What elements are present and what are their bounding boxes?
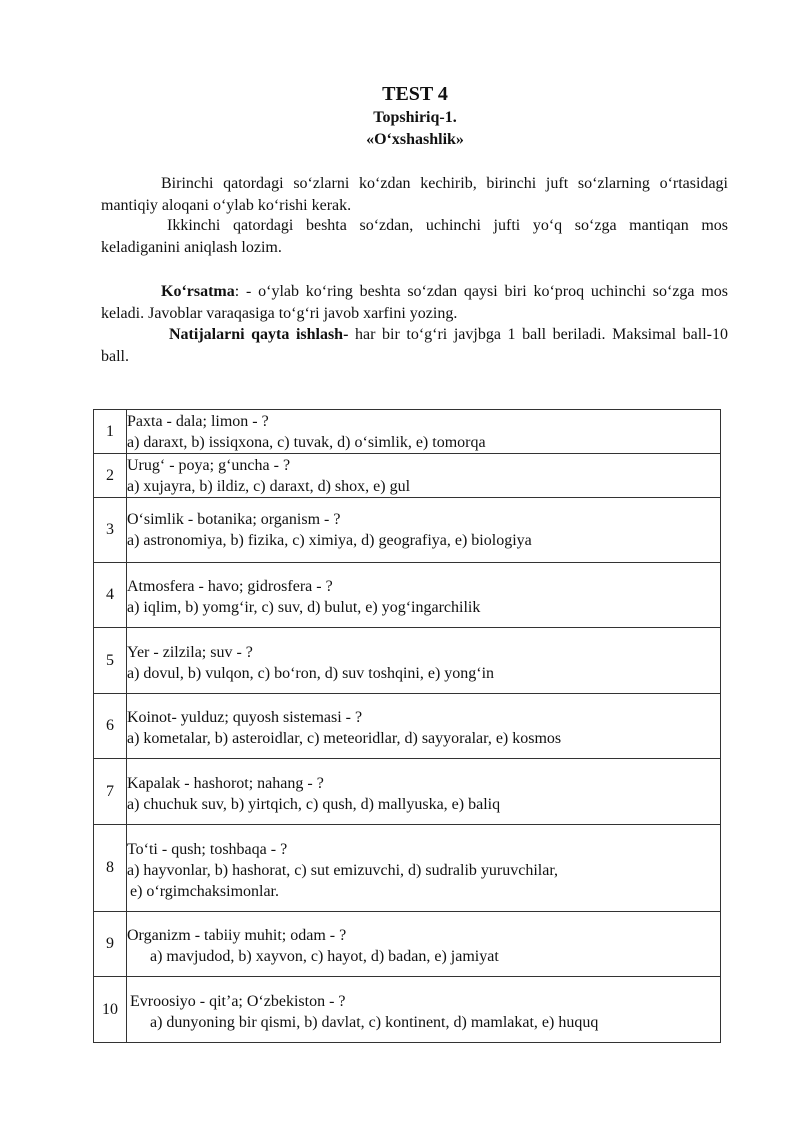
question-number: 4 xyxy=(94,563,127,628)
question-prompt: Atmosfera - havo; gidrosfera - ? xyxy=(127,578,333,595)
question-cell xyxy=(127,498,721,563)
question-number: 8 xyxy=(94,825,127,912)
question-row xyxy=(94,694,721,759)
question-options: a) astronomiya, b) fizika, c) ximiya, d) geografiya, e) biologiya xyxy=(127,532,532,549)
question-prompt: Koinot- yulduz; quyosh sistemasi - ? xyxy=(127,709,363,726)
question-cell xyxy=(127,759,721,825)
question-cell xyxy=(127,694,721,759)
question-row xyxy=(94,498,721,563)
question-prompt: O‘simlik - botanika; organism - ? xyxy=(127,511,341,528)
scoring-paragraph xyxy=(101,324,728,368)
question-row xyxy=(94,563,721,628)
question-options: a) daraxt, b) issiqxona, c) tuvak, d) o‘simlik, e) tomorqa xyxy=(127,433,486,451)
question-options: a) mavjudod, b) xayvon, c) hayot, d) badan, e) jamiyat xyxy=(150,948,499,965)
question-options: a) kometalar, b) asteroidlar, c) meteoridlar, d) sayyoralar, e) kosmos xyxy=(127,730,562,747)
task-number: Topshiriq-1. xyxy=(373,109,457,126)
question-number: 3 xyxy=(94,498,127,563)
question-row xyxy=(94,628,721,694)
question-number: 1 xyxy=(94,410,127,454)
question-options-continued: e) o‘rgimchaksimonlar. xyxy=(130,882,279,900)
test-title: TEST 4 xyxy=(382,83,448,105)
question-options: a) hayvonlar, b) hashorat, c) sut emizuvchi, d) sudralib yuruvchilar, xyxy=(127,861,559,879)
question-cell xyxy=(127,977,721,1043)
question-row xyxy=(94,454,721,498)
question-prompt: To‘ti - qush; toshbaqa - ? xyxy=(127,840,288,858)
instruction-paragraph-1: Birinchi qatordagi so‘zlarni ko‘zdan kechirib, birinchi juft so‘zlarning o‘rtasidagi mantiqiy aloqani o‘ylab ko‘rishi kerak. xyxy=(101,175,728,214)
task-topic: «O‘xshashlik» xyxy=(366,131,464,148)
hint-paragraph xyxy=(101,281,728,325)
question-number: 5 xyxy=(94,628,127,694)
question-options: a) xujayra, b) ildiz, c) daraxt, d) shox, e) gul xyxy=(127,477,411,495)
question-cell xyxy=(127,454,721,498)
hint-label: Ko‘rsatma xyxy=(161,283,235,300)
question-row xyxy=(94,825,721,912)
question-row xyxy=(94,410,721,454)
question-prompt: Paxta - dala; limon - ? xyxy=(127,412,269,430)
question-number: 2 xyxy=(94,454,127,498)
question-options: a) chuchuk suv, b) yirtqich, c) qush, d) mallyuska, e) baliq xyxy=(127,795,501,813)
question-prompt: Evroosiyo - qit’a; O‘zbekiston - ? xyxy=(130,992,346,1010)
question-options: a) iqlim, b) yomg‘ir, c) suv, d) bulut, e) yog‘ingarchilik xyxy=(127,599,481,616)
hint-text: : - o‘ylab ko‘ring beshta so‘zdan qaysi biri ko‘proq uchinchi so‘zga mos keladi. Javoblar varaqasiga to‘g‘ri javob xarfini yozing. xyxy=(101,283,728,322)
question-cell xyxy=(127,825,721,912)
question-row xyxy=(94,912,721,977)
question-prompt: Urug‘ - poya; g‘uncha - ? xyxy=(127,456,291,474)
question-options: a) dunyoning bir qismi, b) davlat, c) kontinent, d) mamlakat, e) huquq xyxy=(150,1013,599,1031)
instruction-paragraph-2: Ikkinchi qatordagi beshta so‘zdan, uchinchi jufti yo‘q so‘zga mantiqan mos keladiganini aniqlash lozim. xyxy=(101,217,728,256)
question-number: 9 xyxy=(94,912,127,977)
question-number: 10 xyxy=(94,977,127,1043)
question-prompt: Kapalak - hashorot; nahang - ? xyxy=(127,774,324,792)
question-cell xyxy=(127,628,721,694)
question-cell xyxy=(127,563,721,628)
questions-table xyxy=(93,409,721,1043)
scoring-label: Natijalarni qayta ishlash- xyxy=(169,326,349,343)
question-prompt: Organizm - tabiiy muhit; odam - ? xyxy=(127,927,347,944)
question-row xyxy=(94,759,721,825)
question-number: 7 xyxy=(94,759,127,825)
question-cell xyxy=(127,410,721,454)
question-options: a) dovul, b) vulqon, c) bo‘ron, d) suv toshqini, e) yong‘in xyxy=(127,664,495,682)
question-prompt: Yer - zilzila; suv - ? xyxy=(127,643,253,661)
question-number: 6 xyxy=(94,694,127,759)
question-cell xyxy=(127,912,721,977)
question-row xyxy=(94,977,721,1043)
scoring-text: har bir to‘g‘ri javjbga 1 ball beriladi. Maksimal ball-10 ball. xyxy=(101,326,729,365)
